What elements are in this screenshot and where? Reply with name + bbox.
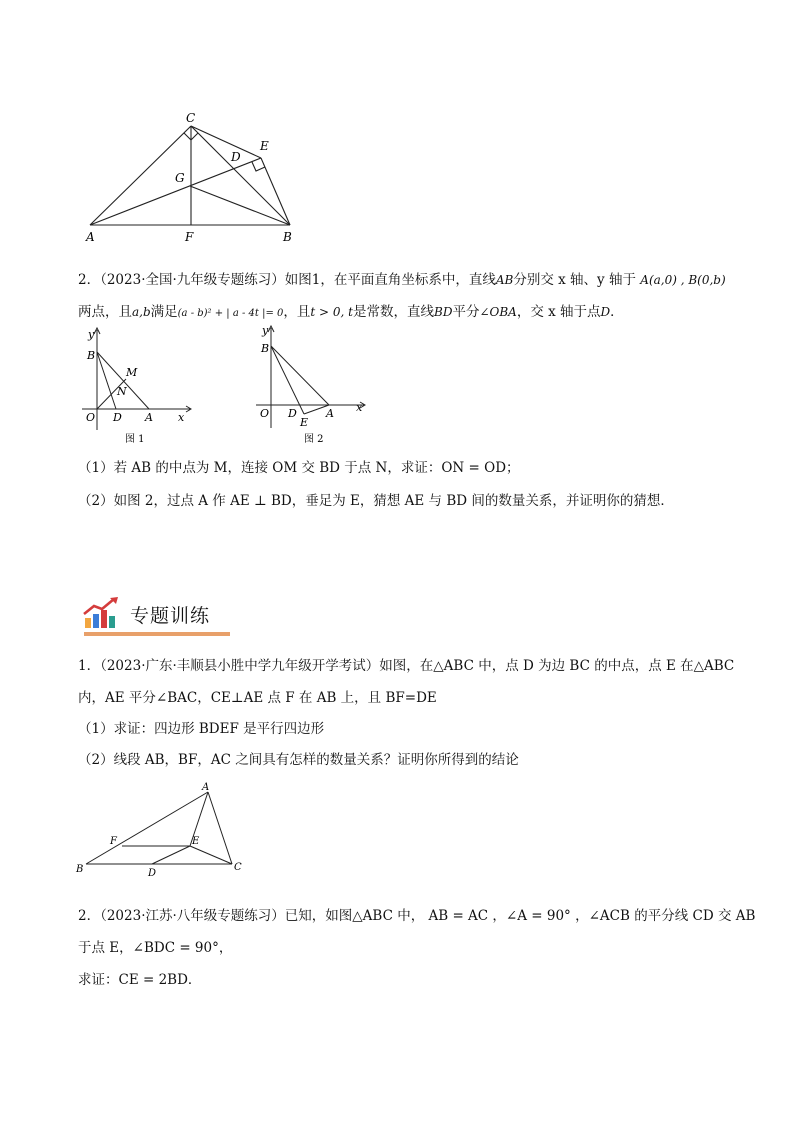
label-f: F	[185, 230, 194, 244]
label-b: B	[283, 230, 292, 244]
problem2-text: 是常数，直线	[353, 304, 434, 320]
problem2-text: ，且	[283, 304, 311, 320]
figure-3-triangle	[74, 782, 254, 882]
fig2-y: y	[262, 324, 269, 337]
math-t: t > 0, t	[310, 305, 353, 319]
fig2-a: A	[326, 407, 334, 420]
fig1-n: N	[117, 385, 127, 398]
exercise2-line3: 求证：CE = 2BD．	[78, 972, 202, 988]
problem2-question2: （2）如图 2，过点 A 作 AE ⊥ BD，垂足为 E，猜想 AE 与 BD 间的数量关系，并证明你的猜想．	[78, 493, 674, 509]
problem2-text: ，交 x 轴于点	[516, 304, 601, 320]
math-d: D	[600, 305, 611, 319]
banner-underline	[84, 632, 230, 636]
figure-2	[252, 322, 372, 446]
problem2-text: 平分	[452, 304, 480, 320]
exercise1-line2: 内，AE 平分∠BAC，CE⊥AE 点 F 在 AB 上，且 BF=DE	[78, 690, 437, 706]
fig2-o: O	[260, 407, 270, 420]
problem2-text: 2．（2023·全国·九年级专题练习）如图1，在平面直角坐标系中，直线	[78, 272, 496, 288]
fig3-a: A	[202, 782, 210, 793]
fig2-b: B	[261, 342, 270, 355]
math-points: A(a,0) , B(0,b)	[640, 273, 726, 287]
fig1-o: O	[86, 411, 96, 424]
label-c: C	[186, 111, 196, 125]
chart-growth-icon	[82, 596, 122, 630]
fig2-x: x	[356, 401, 363, 414]
fig1-caption: 图 1	[125, 434, 145, 445]
fig1-m: M	[126, 366, 138, 379]
exercise1-question1: （1）求证：四边形 BDEF 是平行四边形	[78, 721, 325, 737]
fig3-d: D	[148, 868, 157, 879]
fig1-a: A	[145, 411, 153, 424]
fig2-caption: 图 2	[304, 434, 324, 445]
fig1-b: B	[87, 349, 96, 362]
math-ab: AB	[495, 273, 514, 287]
label-g: G	[175, 171, 185, 185]
problem2-text: 两点，且	[78, 304, 132, 320]
math-equation: (a - b)² + | a - 4t |= 0	[177, 308, 284, 319]
fig2-d: D	[288, 407, 297, 420]
fig3-e: E	[192, 836, 200, 847]
problem2-text: 分别交 x 轴、y 轴于	[513, 272, 636, 288]
exercise1-line1: 1．（2023·广东·丰顺县小胜中学九年级开学考试）如图，在△ABC 中，点 D 为边 BC 的中点，点 E 在△ABC	[78, 658, 735, 674]
math-bd: BD	[434, 305, 453, 319]
math-angle: ∠OBA	[479, 305, 517, 319]
exercise2-line1: 2．（2023·江苏·八年级专题练习）已知，如图△ABC 中， AB = AC ，∠A = 90° ，∠ACB 的平分线 CD 交 AB	[78, 908, 756, 924]
exercise2-line2: 于点 E，∠BDC = 90°，	[78, 940, 233, 956]
problem2-line2	[78, 300, 624, 320]
fig1-d: D	[113, 411, 122, 424]
problem2-line1	[78, 268, 726, 288]
figure-top-triangle	[84, 108, 304, 248]
fig3-b: B	[76, 864, 84, 875]
fig3-f: F	[110, 836, 117, 847]
banner-title: 专题训练	[130, 605, 211, 627]
problem2-text: 满足	[150, 304, 178, 320]
fig1-y: y	[88, 328, 95, 341]
fig1-x: x	[178, 411, 185, 424]
exercise1-question2: （2）线段 AB，BF，AC 之间具有怎样的数量关系？证明你所得到的结论	[78, 752, 519, 768]
label-e: E	[260, 139, 269, 153]
label-d: D	[231, 150, 241, 164]
fig2-e: E	[300, 416, 309, 429]
problem2-text: ．	[610, 304, 624, 320]
math-ab: a,b	[132, 305, 151, 319]
fig3-c: C	[234, 862, 242, 873]
problem2-question1: （1）若 AB 的中点为 M，连接 OM 交 BD 于点 N，求证：ON = OD；	[78, 460, 520, 476]
figure-1	[78, 322, 198, 446]
label-a: A	[86, 230, 95, 244]
